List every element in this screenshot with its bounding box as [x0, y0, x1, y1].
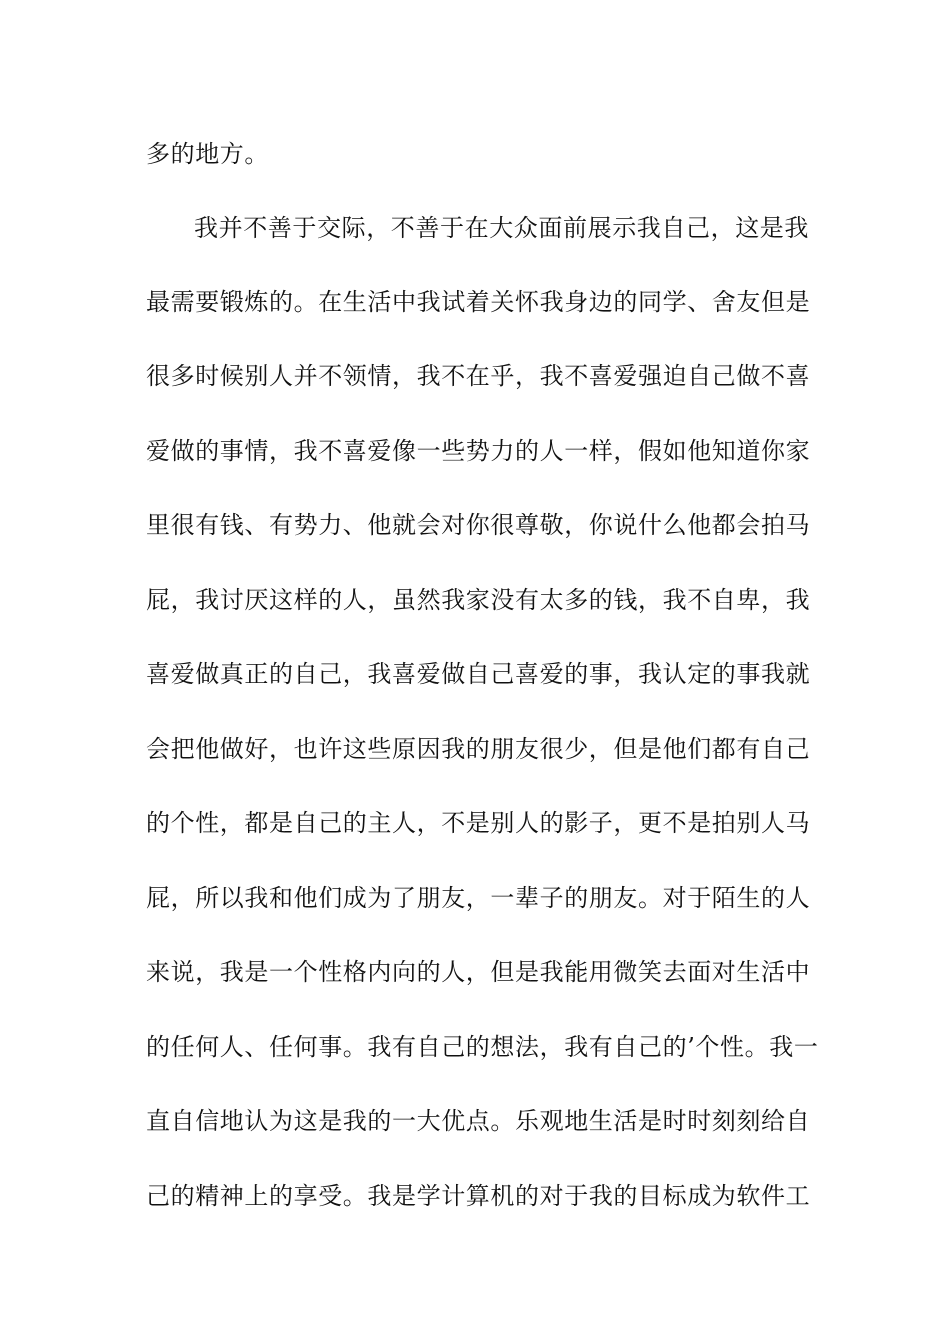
text-line: 里很有钱、有势力、他就会对你很尊敬，你说什么他都会拍马	[146, 511, 811, 539]
text-line: 屁，所以我和他们成为了朋友，一辈子的朋友。对于陌生的人	[146, 884, 811, 912]
text-line: 多的地方。	[146, 140, 269, 168]
text-line: 来说，我是一个性格内向的人，但是我能用微笑去面对生活中	[146, 958, 811, 986]
text-line: 的任何人、任何事。我有自己的想法，我有自己的’个性。我一	[146, 1033, 819, 1061]
text-line: 爱做的事情，我不喜爱像一些势力的人一样，假如他知道你家	[146, 437, 811, 465]
text-line: 很多时候别人并不领情，我不在乎，我不喜爱强迫自己做不喜	[146, 362, 811, 390]
text-line: 己的精神上的享受。我是学计算机的对于我的目标成为软件工	[146, 1182, 811, 1210]
text-line: 屁，我讨厌这样的人，虽然我家没有太多的钱，我不自卑，我	[146, 586, 811, 614]
text-line: 直自信地认为这是我的一大优点。乐观地生活是时时刻刻给自	[146, 1107, 811, 1135]
text-line: 喜爱做真正的自己，我喜爱做自己喜爱的事，我认定的事我就	[146, 660, 811, 688]
text-line: 会把他做好，也许这些原因我的朋友很少，但是他们都有自己	[146, 735, 811, 763]
paragraph-first-line: 我并不善于交际，不善于在大众面前展示我自己，这是我	[194, 214, 809, 242]
text-line: 的个性，都是自己的主人，不是别人的影子，更不是拍别人马	[146, 809, 811, 837]
text-line: 最需要锻炼的。在生活中我试着关怀我身边的同学、舍友但是	[146, 288, 811, 316]
